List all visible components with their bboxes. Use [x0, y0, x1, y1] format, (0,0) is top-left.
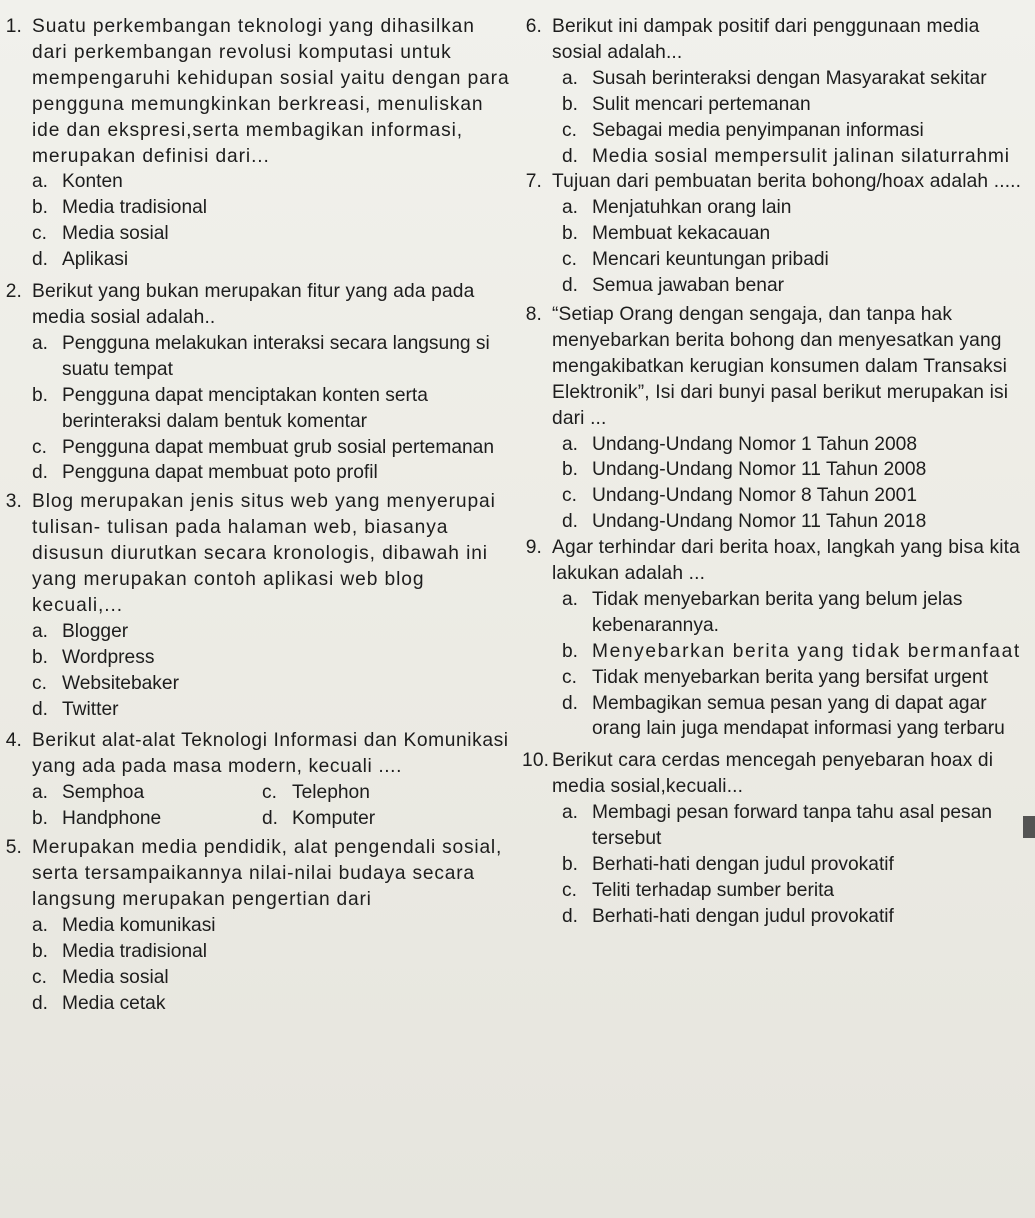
option-letter: b. [562, 459, 579, 481]
option-text: Menjatuhkan orang lain [592, 197, 792, 219]
option[interactable] [0, 991, 510, 1017]
option-letter: c. [32, 966, 47, 988]
option[interactable] [522, 195, 1027, 221]
option-letter: b. [32, 646, 49, 668]
option-text: Media sosial [62, 223, 169, 245]
option[interactable] [522, 800, 1027, 852]
question-stem: Blog merupakan jenis situs web yang menyerupai tulisan- tulisan pada halaman web, biasanya disusun diurutkan secara kronologis, dibawah ini yang merupakan contoh aplikasi web blog kecuali,... [32, 491, 496, 616]
question-7 [522, 169, 1027, 195]
edge-mark [1023, 816, 1035, 838]
question-6 [522, 14, 1027, 66]
option-text: Undang-Undang Nomor 1 Tahun 2008 [592, 433, 917, 455]
option[interactable] [522, 587, 1027, 639]
option[interactable] [522, 691, 1027, 743]
option[interactable] [522, 221, 1027, 247]
option[interactable] [522, 483, 1027, 509]
option[interactable] [0, 645, 510, 671]
question-stem: Berikut cara cerdas mencegah penyebaran hoax di media sosial,kecuali... [552, 750, 994, 798]
option[interactable] [0, 965, 510, 991]
option-text: Tidak menyebarkan berita yang bersifat urgent [592, 666, 989, 688]
option-text: Semphoa [62, 782, 145, 804]
option-letter: d. [32, 462, 49, 484]
option-text: Pengguna dapat membuat grub sosial pertemanan [62, 436, 495, 458]
option-letter: d. [562, 511, 579, 533]
option-letter: d. [562, 145, 579, 167]
left-column [0, 14, 510, 1016]
option-text: Sulit mencari pertemanan [592, 93, 811, 115]
option-letter: c. [262, 782, 277, 804]
option-letter: d. [32, 249, 49, 271]
option-text: Mencari keuntungan pribadi [592, 249, 829, 271]
question-number: 3. [5, 491, 22, 513]
question-stem: Merupakan media pendidik, alat pengendali sosial, serta tersampaikannya nilai-nilai budaya secara langsung merupakan pengertian dari [32, 837, 503, 910]
question-1 [0, 14, 510, 169]
option-text: Pengguna melakukan interaksi secara langsung si suatu tempat [62, 332, 490, 380]
option-letter: d. [562, 275, 579, 297]
option[interactable] [0, 913, 510, 939]
question-stem: “Setiap Orang dengan sengaja, dan tanpa hak menyebarkan berita bohong dan menyesatkan yang mengakibatkan kerugian konsumen dalam Transaksi Elektronik”, Isi dari bunyi pasal berikut merupakan isi dari ... [552, 303, 1009, 429]
option[interactable] [0, 247, 510, 273]
option-text: Handphone [62, 808, 162, 830]
option[interactable] [522, 118, 1027, 144]
option-letter: d. [562, 905, 579, 927]
option[interactable] [0, 939, 510, 965]
option[interactable] [0, 221, 510, 247]
option[interactable] [0, 460, 510, 486]
question-10 [522, 748, 1027, 800]
option-letter: a. [32, 620, 49, 642]
option[interactable] [522, 639, 1027, 665]
option-grid [0, 780, 510, 832]
option-text: Membagi pesan forward tanpa tahu asal pesan tersebut [592, 802, 992, 850]
question-number: 6. [525, 16, 542, 37]
question-9 [522, 535, 1027, 587]
option-letter: b. [32, 384, 49, 406]
option-text: Konten [62, 171, 123, 193]
option-letter: a. [562, 802, 579, 824]
option-letter: c. [562, 485, 577, 507]
option[interactable] [32, 780, 262, 806]
option-text: Berhati-hati dengan judul provokatif [592, 854, 894, 875]
option-text: Pengguna dapat membuat poto profil [62, 462, 378, 484]
option[interactable] [0, 169, 510, 195]
option-letter: c. [32, 672, 47, 694]
option-text: Media cetak [62, 992, 166, 1014]
question-number: 8. [525, 303, 542, 325]
question-stem: Tujuan dari pembuatan berita bohong/hoax adalah ..... [552, 171, 1022, 193]
right-column [522, 14, 1027, 930]
option-text: Membagikan semua pesan yang di dapat agar orang lain juga mendapat informasi yang terbaru [592, 692, 1005, 740]
option[interactable] [0, 697, 510, 723]
option[interactable] [0, 619, 510, 645]
question-4 [0, 728, 510, 780]
option-letter: a. [562, 433, 579, 455]
option-text: Media sosial [62, 966, 169, 988]
option-text: Komputer [292, 808, 376, 830]
option-letter: a. [32, 782, 49, 804]
option-text: Menyebarkan berita yang tidak bermanfaat [592, 640, 1021, 662]
option[interactable] [522, 904, 1027, 930]
option-letter: b. [562, 640, 579, 662]
option-text: Undang-Undang Nomor 11 Tahun 2018 [592, 511, 927, 533]
option-letter: c. [562, 119, 577, 141]
option-text: Media tradisional [62, 940, 208, 962]
option-text: Undang-Undang Nomor 8 Tahun 2001 [592, 485, 917, 507]
option-text: Blogger [62, 620, 129, 642]
option-text: Tidak menyebarkan berita yang belum jelas kebenarannya. [592, 588, 963, 636]
option-letter: c. [562, 879, 577, 901]
option[interactable] [522, 273, 1027, 299]
option-text: Teliti terhadap sumber berita [592, 879, 835, 901]
option[interactable] [0, 383, 510, 435]
option[interactable] [522, 509, 1027, 535]
option-letter: a. [562, 67, 579, 89]
option-letter: c. [562, 666, 577, 688]
option-text: Membuat kekacauan [592, 223, 771, 245]
option-letter: c. [32, 223, 47, 245]
option-text: Susah berinteraksi dengan Masyarakat sekitar [592, 67, 987, 89]
option-text: Aplikasi [62, 249, 129, 271]
option-text: Wordpress [62, 646, 155, 668]
option-text: Telephon [292, 782, 370, 804]
option[interactable] [32, 806, 262, 832]
option-text: Websitebaker [62, 672, 179, 694]
question-stem: Suatu perkembangan teknologi yang dihasilkan dari perkembangan revolusi komputasi untuk mempengaruhi kehidupan sosial yaitu dengan para pengguna memungkinkan berkreasi, menuliskan ide dan ekspresi,serta membagikan informasi, merupakan definisi dari... [32, 16, 510, 167]
option-text: Sebagai media penyimpanan informasi [592, 119, 924, 141]
option-text: Berhati-hati dengan judul provokatif [592, 905, 894, 927]
option[interactable] [522, 66, 1027, 92]
option[interactable] [262, 806, 492, 832]
question-number: 10. [522, 750, 550, 772]
question-number: 2. [5, 281, 22, 303]
option-text: Media sosial mempersulit jalinan silaturrahmi [592, 145, 1010, 167]
option-text: Semua jawaban benar [592, 275, 785, 297]
question-2 [0, 279, 510, 331]
option-letter: b. [562, 223, 579, 245]
option-letter: d. [262, 808, 279, 830]
option[interactable] [0, 435, 510, 461]
option-letter: a. [32, 171, 49, 193]
option[interactable] [522, 432, 1027, 458]
question-5 [0, 835, 510, 913]
option-text: Undang-Undang Nomor 11 Tahun 2008 [592, 459, 927, 481]
question-number: 5. [5, 837, 22, 859]
option-text: Media tradisional [62, 197, 208, 219]
question-number: 4. [5, 730, 22, 752]
option[interactable] [522, 457, 1027, 483]
option-letter: d. [32, 698, 49, 720]
option[interactable] [522, 878, 1027, 904]
option-letter: c. [32, 436, 47, 458]
option[interactable] [522, 852, 1027, 878]
option-letter: b. [32, 808, 49, 830]
option[interactable] [522, 665, 1027, 691]
option[interactable] [262, 780, 492, 806]
question-number: 1. [5, 16, 22, 37]
option-text: Pengguna dapat menciptakan konten serta berinteraksi dalam bentuk komentar [62, 384, 428, 432]
option-letter: b. [32, 940, 49, 962]
question-number: 7. [525, 171, 542, 193]
question-3 [0, 489, 510, 619]
option-letter: a. [562, 197, 579, 219]
option-letter: c. [562, 249, 577, 271]
option-letter: d. [562, 692, 579, 714]
question-stem: Berikut yang bukan merupakan fitur yang ada pada media sosial adalah.. [32, 281, 475, 328]
option[interactable] [522, 92, 1027, 118]
option-letter: b. [562, 93, 579, 115]
option[interactable] [522, 144, 1027, 170]
option[interactable] [0, 671, 510, 697]
option-letter: a. [32, 914, 49, 936]
option-letter: b. [32, 197, 49, 219]
option[interactable] [0, 331, 510, 383]
option-letter: a. [562, 588, 579, 610]
option-text: Media komunikasi [62, 914, 216, 936]
option[interactable] [0, 195, 510, 221]
option-text: Twitter [62, 698, 119, 720]
question-stem: Agar terhindar dari berita hoax, langkah yang bisa kita lakukan adalah ... [552, 537, 1020, 585]
option-letter: a. [32, 332, 49, 354]
question-stem: Berikut alat-alat Teknologi Informasi dan Komunikasi yang ada pada masa modern, kecuali .... [32, 730, 509, 778]
option-letter: d. [32, 992, 49, 1014]
option[interactable] [522, 247, 1027, 273]
question-number: 9. [525, 537, 542, 559]
question-stem: Berikut ini dampak positif dari penggunaan media sosial adalah... [552, 16, 980, 63]
question-8 [522, 302, 1027, 432]
option-letter: b. [562, 854, 579, 875]
